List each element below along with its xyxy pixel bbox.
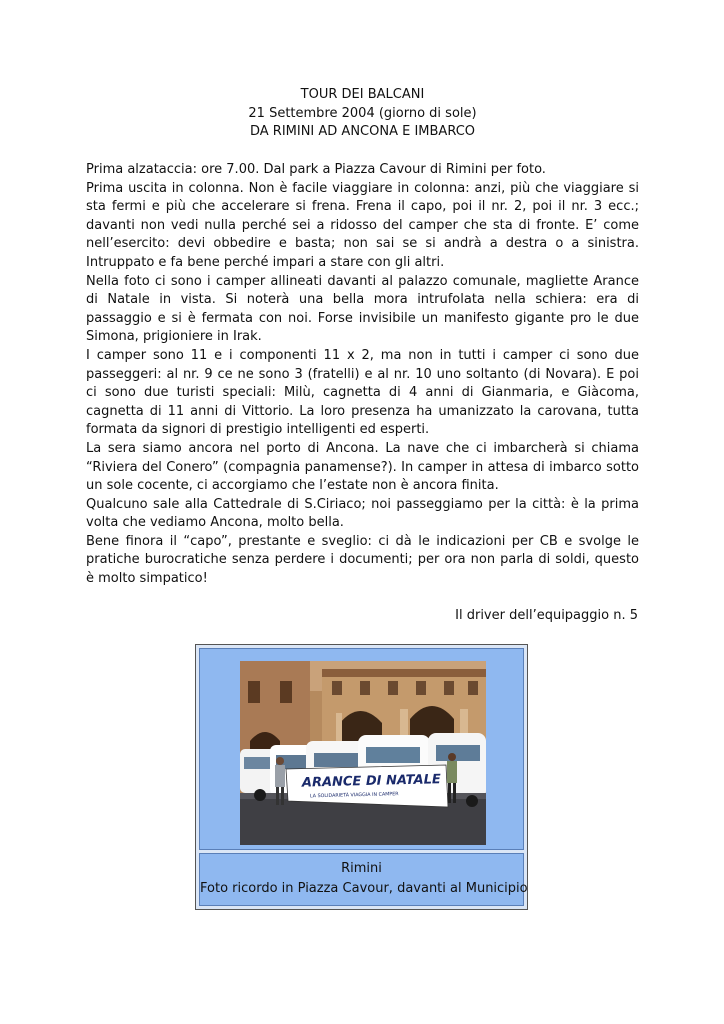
photo-caption <box>199 853 528 906</box>
photo-figure <box>195 644 528 910</box>
paragraph: I camper sono 11 e i componenti 11 x 2, ma non in tutti i camper ci sono due passeggeri: al nr. 9 ce ne sono 3 (fratelli) e al nr. 10 uno soltanto (di Novara). E poi ci sono due turisti speciali: Milù, cagnetta di 4 anni di Gianmaria, e Giàcoma, cagnetta di 11 anni di Vittorio. La loro presenza ha umanizzato la carovana, tutta formata da signori di prestigio intelligenti ed esperti. <box>86 347 639 438</box>
photo-frame <box>199 648 524 850</box>
document-date: 21 Settembre 2004 (giorno di sole) <box>248 105 477 121</box>
signature: Il driver dell’equipaggio n. 5 <box>455 608 638 623</box>
campers-photo <box>240 661 486 845</box>
caption-description: Foto ricordo in Piazza Cavour, davanti al Municipio <box>200 881 528 896</box>
document-title: TOUR DEI BALCANI <box>300 87 425 102</box>
paragraph: La sera siamo ancora nel porto di Ancona. La nave che ci imbarcherà si chiama “Riviera del Conero” (compagnia panamense?). In camper in attesa di imbarco sotto un sole cocente, ci accorgiamo che l’estate non è ancora finita. <box>86 440 639 494</box>
paragraph: Prima uscita in colonna. Non è facile viaggiare in colonna: anzi, più che viaggiare si sta fermi e più che accelerare si frena. Frena il capo, poi il nr. 2, poi il nr. 3 ecc.; davanti non vedi nulla perché sei a ridosso del camper che sta di fronte. E’ come nell’esercito: devi obbedire e basta; non sai se si andrà a destra o a sinistra. Intruppato e fa bene perché impari a stare con gli altri. <box>86 180 639 270</box>
caption-location: Rimini <box>341 861 382 876</box>
banner-title: ARANCE DI NATALE <box>301 772 441 791</box>
document-route: DA RIMINI AD ANCONA E IMBARCO <box>249 124 476 139</box>
body-text <box>86 161 639 589</box>
paragraph: Prima alzataccia: ore 7.00. Dal park a Piazza Cavour di Rimini per foto. <box>86 162 546 177</box>
paragraph: Qualcuno sale alla Cattedrale di S.Ciriaco; noi passeggiamo per la città: è la prima volta che vediamo Ancona, molto bella. <box>86 496 639 531</box>
campers-photo-illustration <box>240 661 486 845</box>
heading <box>86 86 639 142</box>
paragraph: Nella foto ci sono i camper allineati davanti al palazzo comunale, magliette Arance di Natale in vista. Si noterà una bella mora intrufolata nella schiera: era di passaggio e si è fermata con noi. Forse invisibile un manifesto gigante pro le due Simona, prigioniere in Irak. <box>86 273 639 345</box>
banner-subtitle: LA SOLIDARIETÀ VIAGGIA IN CAMPER <box>309 792 399 800</box>
paragraph: Bene finora il “capo”, prestante e sveglio: ci dà le indicazioni per CB e svolge le pratiche burocratiche senza perdere i documenti; per ora non parla di soldi, questo è molto simpatico! <box>86 533 639 587</box>
